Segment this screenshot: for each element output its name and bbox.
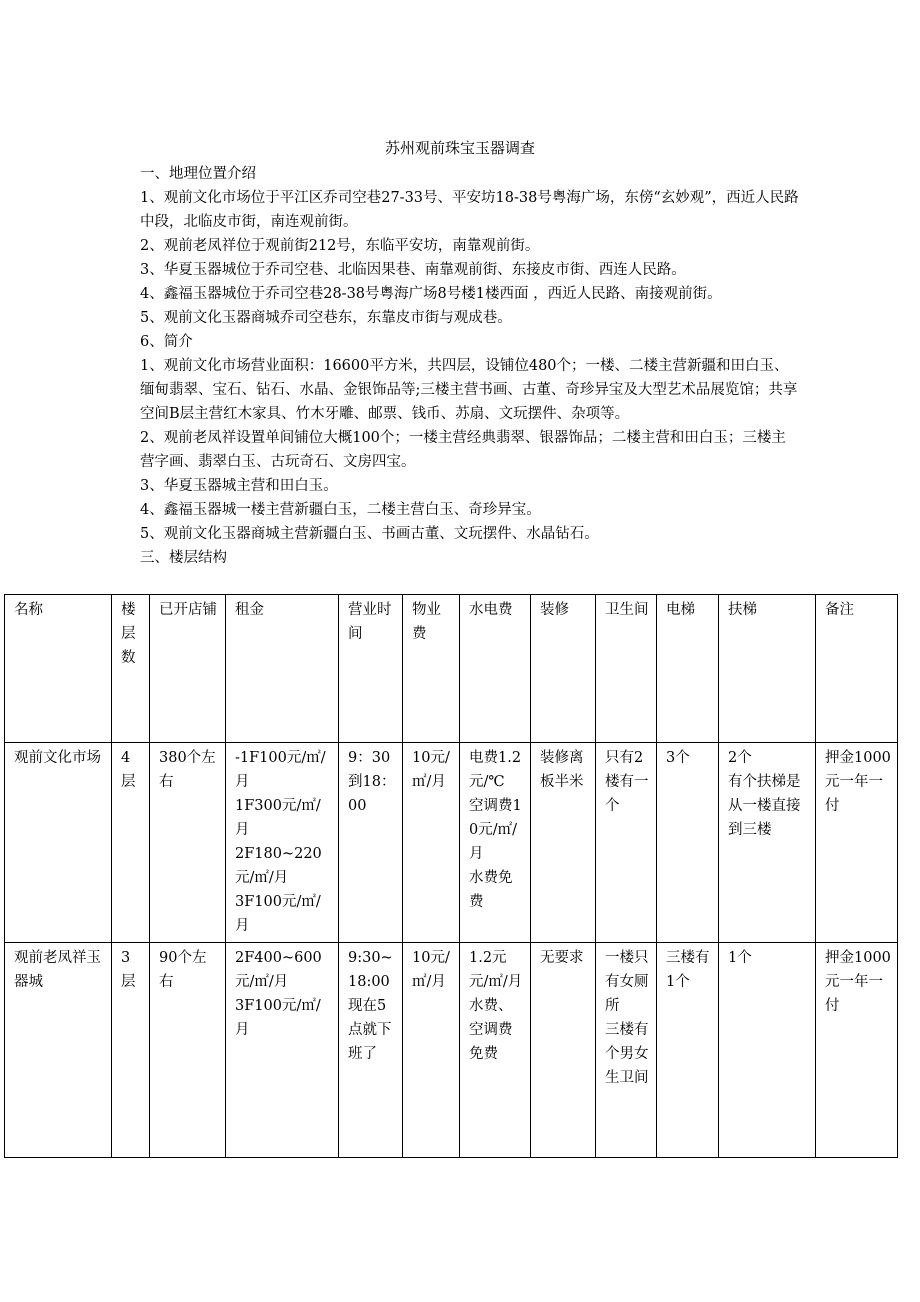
table-header-row — [5, 595, 898, 743]
header-cell: 卫生间 — [596, 595, 657, 743]
cell-floors: 3层 — [112, 943, 150, 1158]
section-heading-intro: 6、简介 — [140, 334, 193, 350]
cell-hours: 9：30到18：00 — [339, 743, 403, 943]
cell-restroom: 只有2楼有一个 — [596, 743, 657, 943]
header-cell: 装修 — [531, 595, 596, 743]
cell-decoration: 无要求 — [531, 943, 596, 1158]
location-item: 1、观前文化市场位于平江区乔司空巷27-33号、平安坊18-38号粤海广场，东傍“玄妙观”，西近人民路中段，北临皮市街，南连观前街。 — [140, 190, 799, 230]
table-row — [5, 743, 898, 943]
cell-utilities: 电费1.2元/℃ 空调费10元/㎡/月 水费免费 — [460, 743, 531, 943]
page-title: 苏州观前珠宝玉器调查 — [384, 139, 535, 157]
cell-note: 押金1000元一年一付 — [816, 943, 898, 1158]
section-heading-location: 一、地理位置介绍 — [140, 166, 256, 182]
cell-floors: 4层 — [112, 743, 150, 943]
header-cell: 租金 — [226, 595, 339, 743]
cell-elevator: 3个 — [657, 743, 719, 943]
location-item: 3、华夏玉器城位于乔司空巷、北临因果巷、南靠观前街、东接皮市街、西连人民路。 — [140, 262, 686, 278]
section-heading-floors: 三、楼层结构 — [140, 550, 227, 566]
intro-item: 4、鑫福玉器城一楼主营新疆白玉，二楼主营白玉、奇珍异宝。 — [140, 502, 541, 518]
cell-property-fee: 10元/㎡/月 — [403, 743, 460, 943]
cell-name: 观前文化市场 — [5, 743, 112, 943]
cell-rent: -1F100元/㎡/月 1F300元/㎡/月 2F180~220元/㎡/月 3F100元/㎡/月 — [226, 743, 339, 943]
location-item: 5、观前文化玉器商城乔司空巷东，东靠皮市街与观成巷。 — [140, 310, 512, 326]
cell-shops: 380个左右 — [150, 743, 226, 943]
cell-name: 观前老凤祥玉器城 — [5, 943, 112, 1158]
header-cell: 已开店铺 — [150, 595, 226, 743]
header-cell: 备注 — [816, 595, 898, 743]
floor-structure-table — [4, 594, 898, 1158]
header-cell: 电梯 — [657, 595, 719, 743]
cell-utilities: 1.2元元/㎡/月 水费、空调费免费 — [460, 943, 531, 1158]
intro-item: 2、观前老凤祥设置单间铺位大概100个；一楼主营经典翡翠、银器饰品；二楼主营和田白玉；三楼主营字画、翡翠白玉、古玩奇石、文房四宝。 — [140, 430, 786, 470]
cell-escalator: 2个 有个扶梯是从一楼直接到三楼 — [719, 743, 816, 943]
header-cell: 营业时间 — [339, 595, 403, 743]
cell-note: 押金1000元一年一付 — [816, 743, 898, 943]
header-cell: 物业费 — [403, 595, 460, 743]
cell-hours: 9:30~18:00现在5点就下班了 — [339, 943, 403, 1158]
cell-decoration: 装修离板半米 — [531, 743, 596, 943]
location-item: 2、观前老凤祥位于观前街212号，东临平安坊，南靠观前街。 — [140, 238, 540, 254]
header-cell: 扶梯 — [719, 595, 816, 743]
cell-rent: 2F400~600元/㎡/月 3F100元/㎡/月 — [226, 943, 339, 1158]
header-cell: 水电费 — [460, 595, 531, 743]
cell-escalator: 1个 — [719, 943, 816, 1158]
header-cell: 楼层数 — [112, 595, 150, 743]
intro-text — [140, 162, 800, 570]
table-row — [5, 943, 898, 1158]
header-cell: 名称 — [5, 595, 112, 743]
intro-item: 1、观前文化市场营业面积：16600平方米，共四层，设铺位480个；一楼、二楼主营新疆和田白玉、缅甸翡翠、宝石、钻石、水晶、金银饰品等;三楼主营书画、古董、奇珍异宝及大型艺术品展览馆；共享空间B层主营红木家具、竹木牙雕、邮票、钱币、苏扇、文玩摆件、杂项等。 — [140, 358, 798, 422]
intro-item: 5、观前文化玉器商城主营新疆白玉、书画古董、文玩摆件、水晶钻石。 — [140, 526, 599, 542]
cell-restroom: 一楼只有女厕所 三楼有个男女生卫间 — [596, 943, 657, 1158]
location-item: 4、鑫福玉器城位于乔司空巷28-38号粤海广场8号楼1楼西面 ，西近人民路、南接观前街。 — [140, 286, 722, 302]
cell-shops: 90个左右 — [150, 943, 226, 1158]
cell-property-fee: 10元/㎡/月 — [403, 943, 460, 1158]
cell-elevator: 三楼有1个 — [657, 943, 719, 1158]
intro-item: 3、华夏玉器城主营和田白玉。 — [140, 478, 338, 494]
